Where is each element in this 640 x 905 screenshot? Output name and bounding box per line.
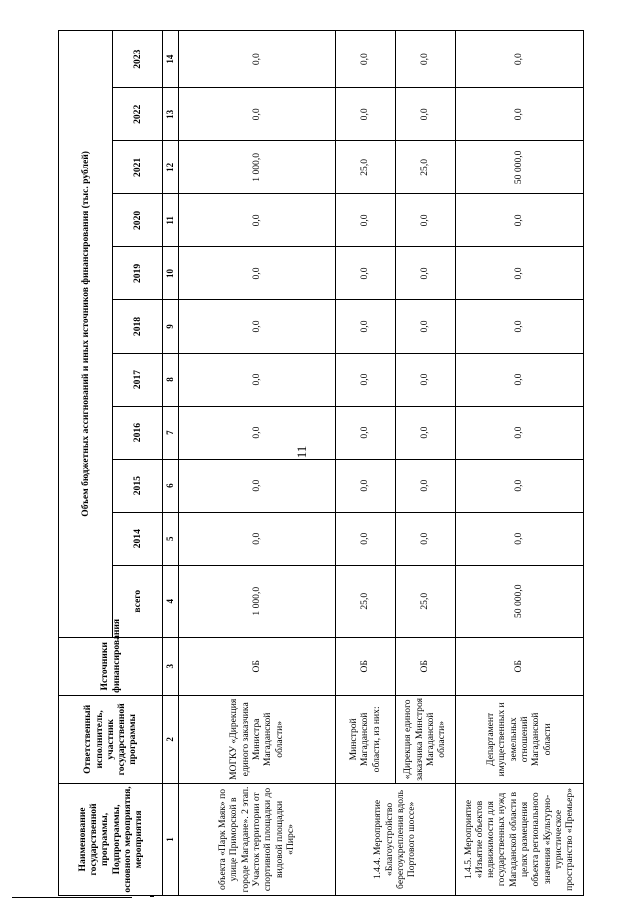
table-row bbox=[335, 31, 395, 896]
row-name: объекта «Парк Маяк» по улице Приморской в городе Магадане». 2 этап. Участок территории от спортивной площадки до видовой площадки «Пирс» bbox=[178, 783, 335, 895]
row-value: 0,0 bbox=[395, 194, 455, 247]
row-source: ОБ bbox=[455, 637, 583, 695]
row-value: 0,0 bbox=[178, 512, 335, 565]
column-number-row bbox=[163, 31, 179, 896]
row-value: 0,0 bbox=[178, 459, 335, 512]
header-year: 2015 bbox=[113, 459, 163, 512]
col-number: 2 bbox=[163, 695, 179, 783]
row-value: 0,0 bbox=[335, 459, 395, 512]
header-year: 2019 bbox=[113, 247, 163, 300]
col-number: 11 bbox=[163, 194, 179, 247]
col-number: 3 bbox=[163, 637, 179, 695]
row-total: 25,0 bbox=[395, 565, 455, 637]
col-number: 5 bbox=[163, 512, 179, 565]
row-total: 1 000,0 bbox=[178, 565, 335, 637]
header-volume: Объем бюджетных ассигнований и иных источников финансирования (тыс. рублей) bbox=[59, 31, 113, 638]
row-value: 0,0 bbox=[395, 31, 455, 88]
rotated-table-wrapper bbox=[58, 30, 598, 896]
footnote-rule bbox=[12, 897, 132, 898]
row-value: 0,0 bbox=[455, 247, 583, 300]
header-year: 2022 bbox=[113, 88, 163, 141]
row-value: 0,0 bbox=[455, 300, 583, 353]
row-value: 0,0 bbox=[335, 300, 395, 353]
row-value: 0,0 bbox=[395, 459, 455, 512]
row-source: ОБ bbox=[395, 637, 455, 695]
header-year: 2016 bbox=[113, 406, 163, 459]
row-executor: «Дирекция единого заказчика Минстроя Магаданской области» bbox=[395, 695, 455, 783]
header-year: 2017 bbox=[113, 353, 163, 406]
row-value: 0,0 bbox=[455, 459, 583, 512]
col-number: 6 bbox=[163, 459, 179, 512]
row-value: 0,0 bbox=[335, 406, 395, 459]
row-value: 0,0 bbox=[335, 194, 395, 247]
header-year: 2014 bbox=[113, 512, 163, 565]
row-value: 0,0 bbox=[335, 31, 395, 88]
row-value: 50 000,0 bbox=[455, 141, 583, 194]
header-year: 2023 bbox=[113, 31, 163, 88]
row-value: 0,0 bbox=[395, 406, 455, 459]
row-value: 0,0 bbox=[178, 31, 335, 88]
row-name: 1.4.4. Мероприятие «Благоустройство берегоукрепления вдоль Портового шоссе» bbox=[335, 783, 455, 895]
row-total: 25,0 bbox=[335, 565, 395, 637]
table-row bbox=[178, 31, 335, 896]
header-name: Наименование государственной программы, Подпрограммы, основного мероприятия, мероприятия bbox=[59, 783, 163, 895]
row-value: 0,0 bbox=[455, 353, 583, 406]
row-source: ОБ bbox=[178, 637, 335, 695]
row-value: 0,0 bbox=[178, 88, 335, 141]
row-value: 1 000,0 bbox=[178, 141, 335, 194]
col-number: 1 bbox=[163, 783, 179, 895]
col-number: 9 bbox=[163, 300, 179, 353]
header-source: Источники финансирования bbox=[59, 637, 163, 695]
row-value: 0,0 bbox=[395, 247, 455, 300]
row-value: 0,0 bbox=[178, 194, 335, 247]
table-row bbox=[455, 31, 583, 896]
row-value: 0,0 bbox=[178, 300, 335, 353]
row-value: 0,0 bbox=[178, 247, 335, 300]
header-total: всего bbox=[113, 565, 163, 637]
table-row bbox=[395, 31, 455, 896]
row-value: 0,0 bbox=[178, 406, 335, 459]
row-value: 0,0 bbox=[455, 31, 583, 88]
row-value: 0,0 bbox=[395, 512, 455, 565]
row-executor: Минстрой Магаданской области, из них: bbox=[335, 695, 395, 783]
row-value: 0,0 bbox=[455, 406, 583, 459]
row-value: 0,0 bbox=[335, 512, 395, 565]
col-number: 12 bbox=[163, 141, 179, 194]
row-value: 25,0 bbox=[335, 141, 395, 194]
row-total: 50 000,0 bbox=[455, 565, 583, 637]
row-value: 0,0 bbox=[395, 300, 455, 353]
col-number: 8 bbox=[163, 353, 179, 406]
row-source: ОБ bbox=[335, 637, 395, 695]
row-value: 0,0 bbox=[395, 353, 455, 406]
col-number: 13 bbox=[163, 88, 179, 141]
col-number: 10 bbox=[163, 247, 179, 300]
header-row-1 bbox=[59, 31, 113, 896]
scan-mark bbox=[150, 895, 154, 897]
header-executor: Ответственный исполнитель, участник государственной программы bbox=[59, 695, 163, 783]
row-value: 0,0 bbox=[455, 194, 583, 247]
col-number: 4 bbox=[163, 565, 179, 637]
financing-table bbox=[58, 30, 584, 896]
row-value: 0,0 bbox=[335, 88, 395, 141]
row-value: 0,0 bbox=[335, 247, 395, 300]
row-value: 0,0 bbox=[455, 88, 583, 141]
row-executor: МОГКУ «Дирекция единого заказчика Министра Магаданской области» bbox=[178, 695, 335, 783]
row-name: 1.4.5. Мероприятие «Изъятие объектов недвижимости для государственных нужд Магаданской области в целях размещения объекта регионального значения «Культурно-туристическое пространство «Премьер» bbox=[455, 783, 583, 895]
col-number: 14 bbox=[163, 31, 179, 88]
row-value: 0,0 bbox=[395, 88, 455, 141]
page-number: 11 bbox=[294, 445, 309, 459]
row-executor: Департамент имущественных и земельных отношений Магаданской области bbox=[455, 695, 583, 783]
row-value: 0,0 bbox=[455, 512, 583, 565]
row-value: 25,0 bbox=[395, 141, 455, 194]
row-value: 0,0 bbox=[178, 353, 335, 406]
row-value: 0,0 bbox=[335, 353, 395, 406]
header-year: 2018 bbox=[113, 300, 163, 353]
col-number: 7 bbox=[163, 406, 179, 459]
header-year: 2020 bbox=[113, 194, 163, 247]
header-year: 2021 bbox=[113, 141, 163, 194]
